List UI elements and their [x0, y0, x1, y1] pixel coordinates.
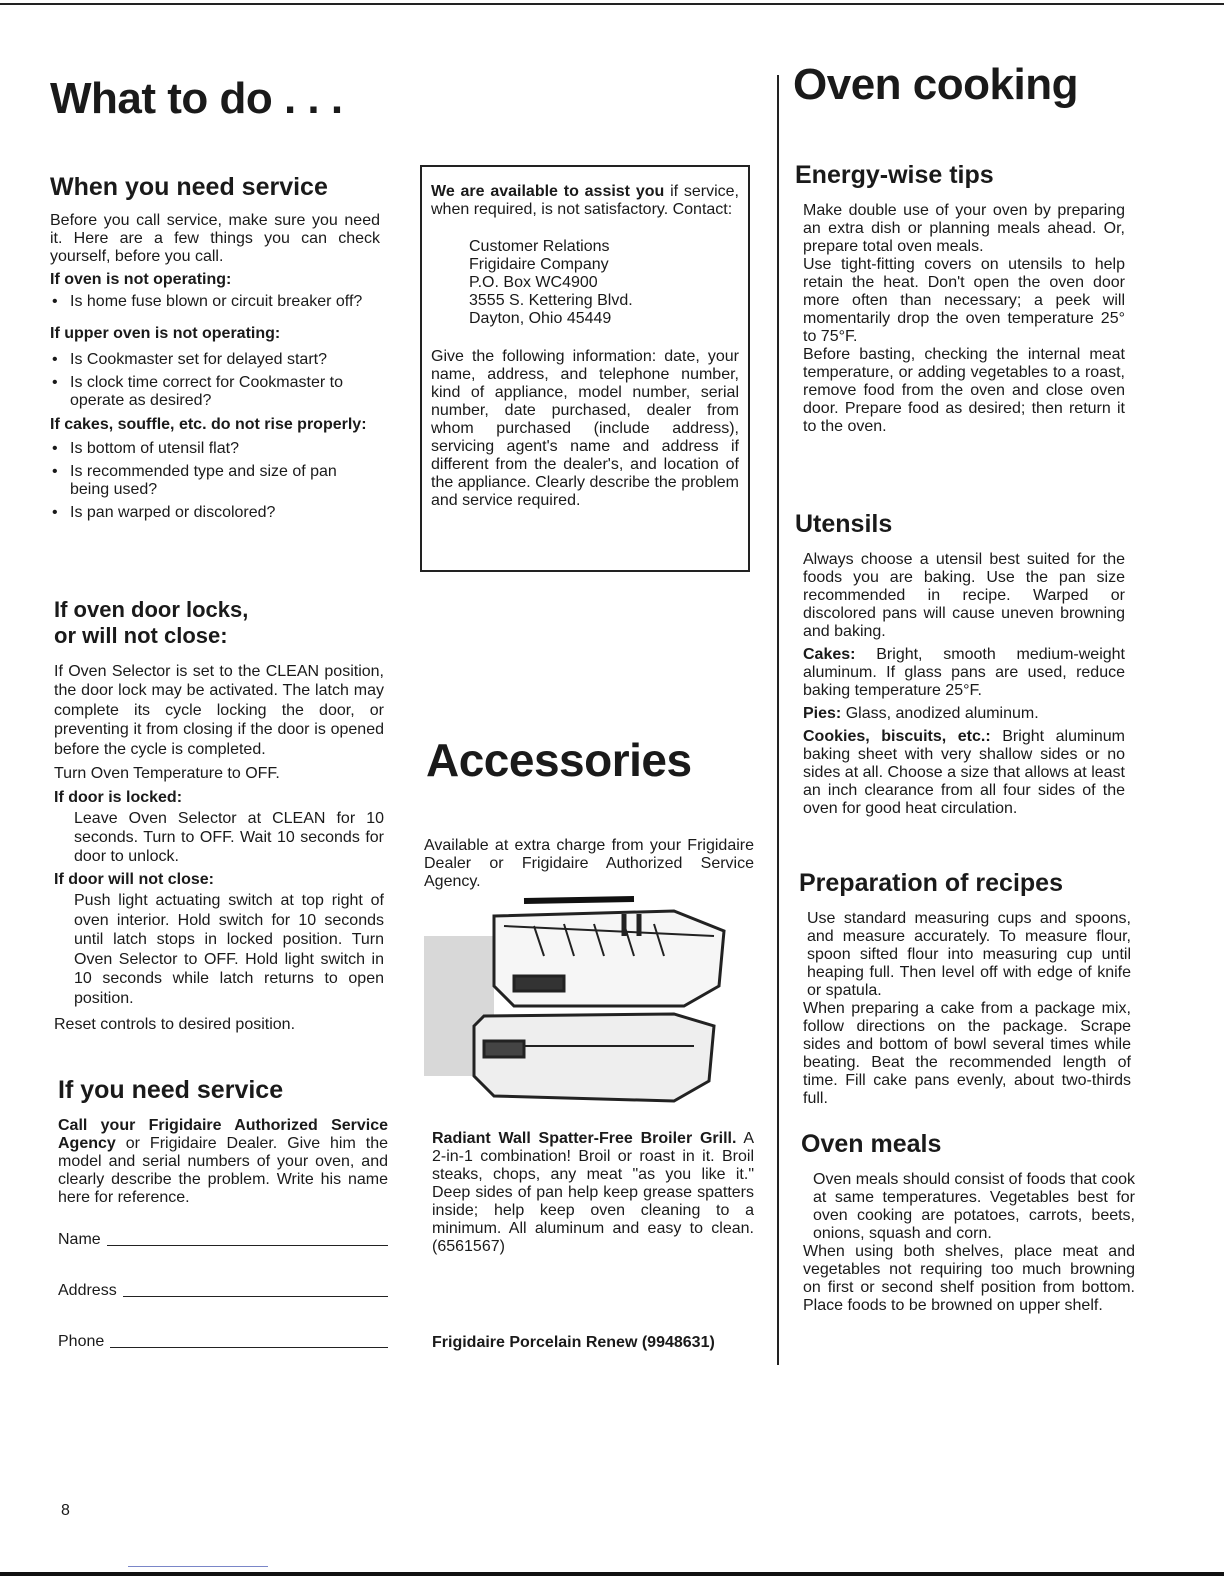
page-title-left: What to do . . .	[50, 74, 343, 123]
page-number: 8	[61, 1502, 70, 1519]
list-item: • Is clock time correct for Cookmaster to operate as desired?	[50, 374, 380, 410]
phone-label: Phone	[58, 1333, 105, 1350]
heading-door-locks-line1: If oven door locks,	[54, 597, 249, 622]
door-reset: Reset controls to desired position.	[54, 1016, 296, 1034]
recipes-paragraph-1: Use standard measuring cups and spoons, and measure accurately. To measure flour, spoon sifted flour into measuring cup until heaping full. Then level off with edge of knife or spatula.	[807, 910, 1131, 999]
label-upper-not-operating: If upper oven is not operating:	[50, 325, 281, 342]
page-title-right: Oven cooking	[793, 60, 1078, 109]
heading-accessories: Accessories	[426, 734, 692, 786]
door-locked-text: Leave Oven Selector at CLEAN for 10 seconds. Turn to OFF. Wait 10 seconds for door to unlock.	[74, 810, 384, 866]
door-not-close-text: Push light actuating switch at top right of oven interior. Hold switch for 10 seconds until latch stops in locked position. Turn Oven Selector to OFF. Hold light switch in 10 seconds while latch returns to open position.	[74, 892, 384, 1007]
section-preparation-of-recipes	[799, 868, 1131, 1108]
broiler-pan-bottom	[474, 1014, 714, 1101]
utensils-pies-label: Pies:	[803, 705, 842, 722]
contact-address	[431, 238, 739, 328]
meals-paragraph-1: Oven meals should consist of foods that cook at same temperatures. Vegetables best for oven cooking are potatoes, carrots, beets, onions, squash and corn.	[813, 1171, 1135, 1242]
energy-tip-2: Use tight-fitting covers on utensils to help retain the heat. Don't open the oven door more often than necessary; a peek will momentarily drop the oven temperature 25° to 75°F.	[803, 256, 1125, 345]
broiler-grill-name: Radiant Wall Spatter-Free Broiler Grill.	[432, 1130, 737, 1147]
phone-field[interactable]	[58, 1329, 388, 1351]
address-field[interactable]	[58, 1278, 388, 1300]
utensils-pies-text: Glass, anodized aluminum.	[841, 705, 1039, 722]
bottom-accent-line	[128, 1566, 268, 1567]
utensils-cookies-label: Cookies, biscuits, etc.:	[803, 728, 991, 745]
heading-preparation-of-recipes: Preparation of recipes	[799, 869, 1063, 897]
heading-when-you-need-service: When you need service	[50, 173, 328, 201]
address-line-3: P.O. Box WC4900	[469, 274, 598, 291]
list-item: • Is Cookmaster set for delayed start?	[50, 351, 380, 369]
label-not-operating: If oven is not operating:	[50, 271, 232, 288]
label-door-locked: If door is locked:	[54, 789, 183, 807]
utensils-pies	[795, 705, 1125, 723]
list-not-operating	[50, 293, 380, 311]
top-rule	[0, 3, 1224, 5]
section-energy-tips	[795, 160, 1125, 436]
broiler-pan-top	[494, 911, 724, 1006]
energy-tip-1: Make double use of your oven by preparing an extra dish or planning meals ahead. Or, prepare total oven meals.	[803, 202, 1125, 255]
address-line-1: Customer Relations	[469, 238, 610, 255]
heading-oven-meals: Oven meals	[801, 1130, 942, 1158]
column-divider	[777, 75, 779, 1365]
name-label: Name	[58, 1231, 101, 1248]
utensils-intro: Always choose a utensil best suited for the foods you are baking. Use the pan size recommended in recipe. Warped or discolored pans will cause uneven browning and baking.	[803, 551, 1125, 640]
bottom-rule	[0, 1572, 1224, 1576]
utensils-cookies	[795, 728, 1125, 818]
accessories-intro: Available at extra charge from your Frigidaire Dealer or Frigidaire Authorized Service Agency.	[424, 837, 754, 890]
meals-paragraph-2: When using both shelves, place meat and vegetables not requiring too much browning on first or second shelf position from bottom. Place foods to be browned on upper shelf.	[803, 1243, 1135, 1314]
door-intro: If Oven Selector is set to the CLEAN position, the door lock may be activated. The latch may complete its cycle locking the door, or preventing it from closing if the door is opened before the cycle is completed.	[54, 662, 384, 758]
contact-lead-rest: if service, when required, is not satisfactory. Contact:	[431, 183, 739, 218]
broiler-grill-text: A 2-in-1 combination! Broil or roast in it. Broil steaks, chops, any meat "as you like it." Deep sides of pan help keep grease spatters inside; help keep oven cleaning to a minimum. All aluminum and easy to clean. (6561567)	[432, 1130, 755, 1255]
utensils-cakes-label: Cakes:	[803, 646, 856, 663]
list-item: • Is recommended type and size of pan being used?	[50, 463, 380, 499]
broiler-grill-description	[432, 1130, 754, 1256]
service-intro: Before you call service, make sure you need it. Here are a few things you can check yourself, before you call.	[50, 212, 380, 265]
utensils-cookies-text: Bright aluminum baking sheet with very shallow sides or no sides at all. Choose a size that allows at least an inch clearance from all four sides of the oven for good heat circulation.	[803, 728, 1125, 817]
section-door-locks	[54, 597, 384, 1034]
address-line-5: Dayton, Ohio 45449	[469, 310, 612, 327]
broiler-handle	[524, 899, 634, 901]
address-line-4: 3555 S. Kettering Blvd.	[469, 292, 633, 309]
need-service-text-bold: Call your Frigidaire Authorized Service Agency	[58, 1117, 388, 1152]
contact-info: Give the following information: date, your name, address, and telephone number, kind of appliance, model number, serial number, date purchased, dealer from whom purchased (include address), servicing agent's name and address if different from the dealer's, and location of the appliance. Clearly describe the problem and service required.	[431, 348, 739, 509]
utensils-cakes	[795, 646, 1125, 700]
heading-utensils: Utensils	[795, 510, 893, 538]
door-turn-off: Turn Oven Temperature to OFF.	[54, 765, 280, 783]
section-utensils	[795, 509, 1125, 818]
list-item: • Is bottom of utensil flat?	[50, 440, 380, 458]
broiler-grill-illustration	[424, 896, 730, 1108]
heading-energy-tips: Energy-wise tips	[795, 161, 994, 189]
list-upper-not-operating	[50, 351, 380, 410]
list-item: • Is home fuse blown or circuit breaker off?	[50, 293, 380, 311]
contact-box	[420, 165, 750, 572]
list-cakes-not-rise	[50, 440, 380, 522]
label-cakes-not-rise: If cakes, souffle, etc. do not rise properly:	[50, 416, 367, 433]
energy-tip-3: Before basting, checking the internal meat temperature, or adding vegetables to a roast, remove food from the oven and close oven door. Prepare food as desired; then return it to the oven.	[803, 346, 1125, 435]
contact-lead-bold: We are available to assist you	[431, 183, 665, 200]
section-if-you-need-service	[58, 1075, 388, 1351]
list-item: • Is pan warped or discolored?	[50, 504, 380, 522]
utensils-cakes-text: Bright, smooth medium-weight aluminum. If glass pans are used, reduce baking temperature 25°F.	[803, 646, 1125, 699]
name-field[interactable]	[58, 1227, 388, 1249]
heading-if-you-need-service: If you need service	[58, 1076, 284, 1104]
address-line	[123, 1296, 388, 1297]
address-line-2: Frigidaire Company	[469, 256, 609, 273]
address-label: Address	[58, 1282, 117, 1299]
porcelain-renew: Frigidaire Porcelain Renew (9948631)	[432, 1334, 715, 1351]
recipes-paragraph-2: When preparing a cake from a package mix, follow directions on the package. Scrape sides and bottom of bowl several times while beating. Beat the recommended length of time. Fill cake pans evenly, about two-thirds full.	[803, 1000, 1131, 1107]
phone-line	[110, 1347, 388, 1348]
section-when-you-need-service	[50, 172, 380, 527]
name-line	[107, 1245, 388, 1246]
section-oven-meals	[801, 1129, 1135, 1315]
need-service-text	[58, 1117, 388, 1207]
need-service-text-rest: or Frigidaire Dealer. Give him the model and serial numbers of your oven, and clearly describe the problem. Write his name here for reference.	[58, 1135, 388, 1206]
label-door-not-close: If door will not close:	[54, 871, 214, 889]
heading-door-locks-line2: or will not close:	[54, 623, 228, 649]
